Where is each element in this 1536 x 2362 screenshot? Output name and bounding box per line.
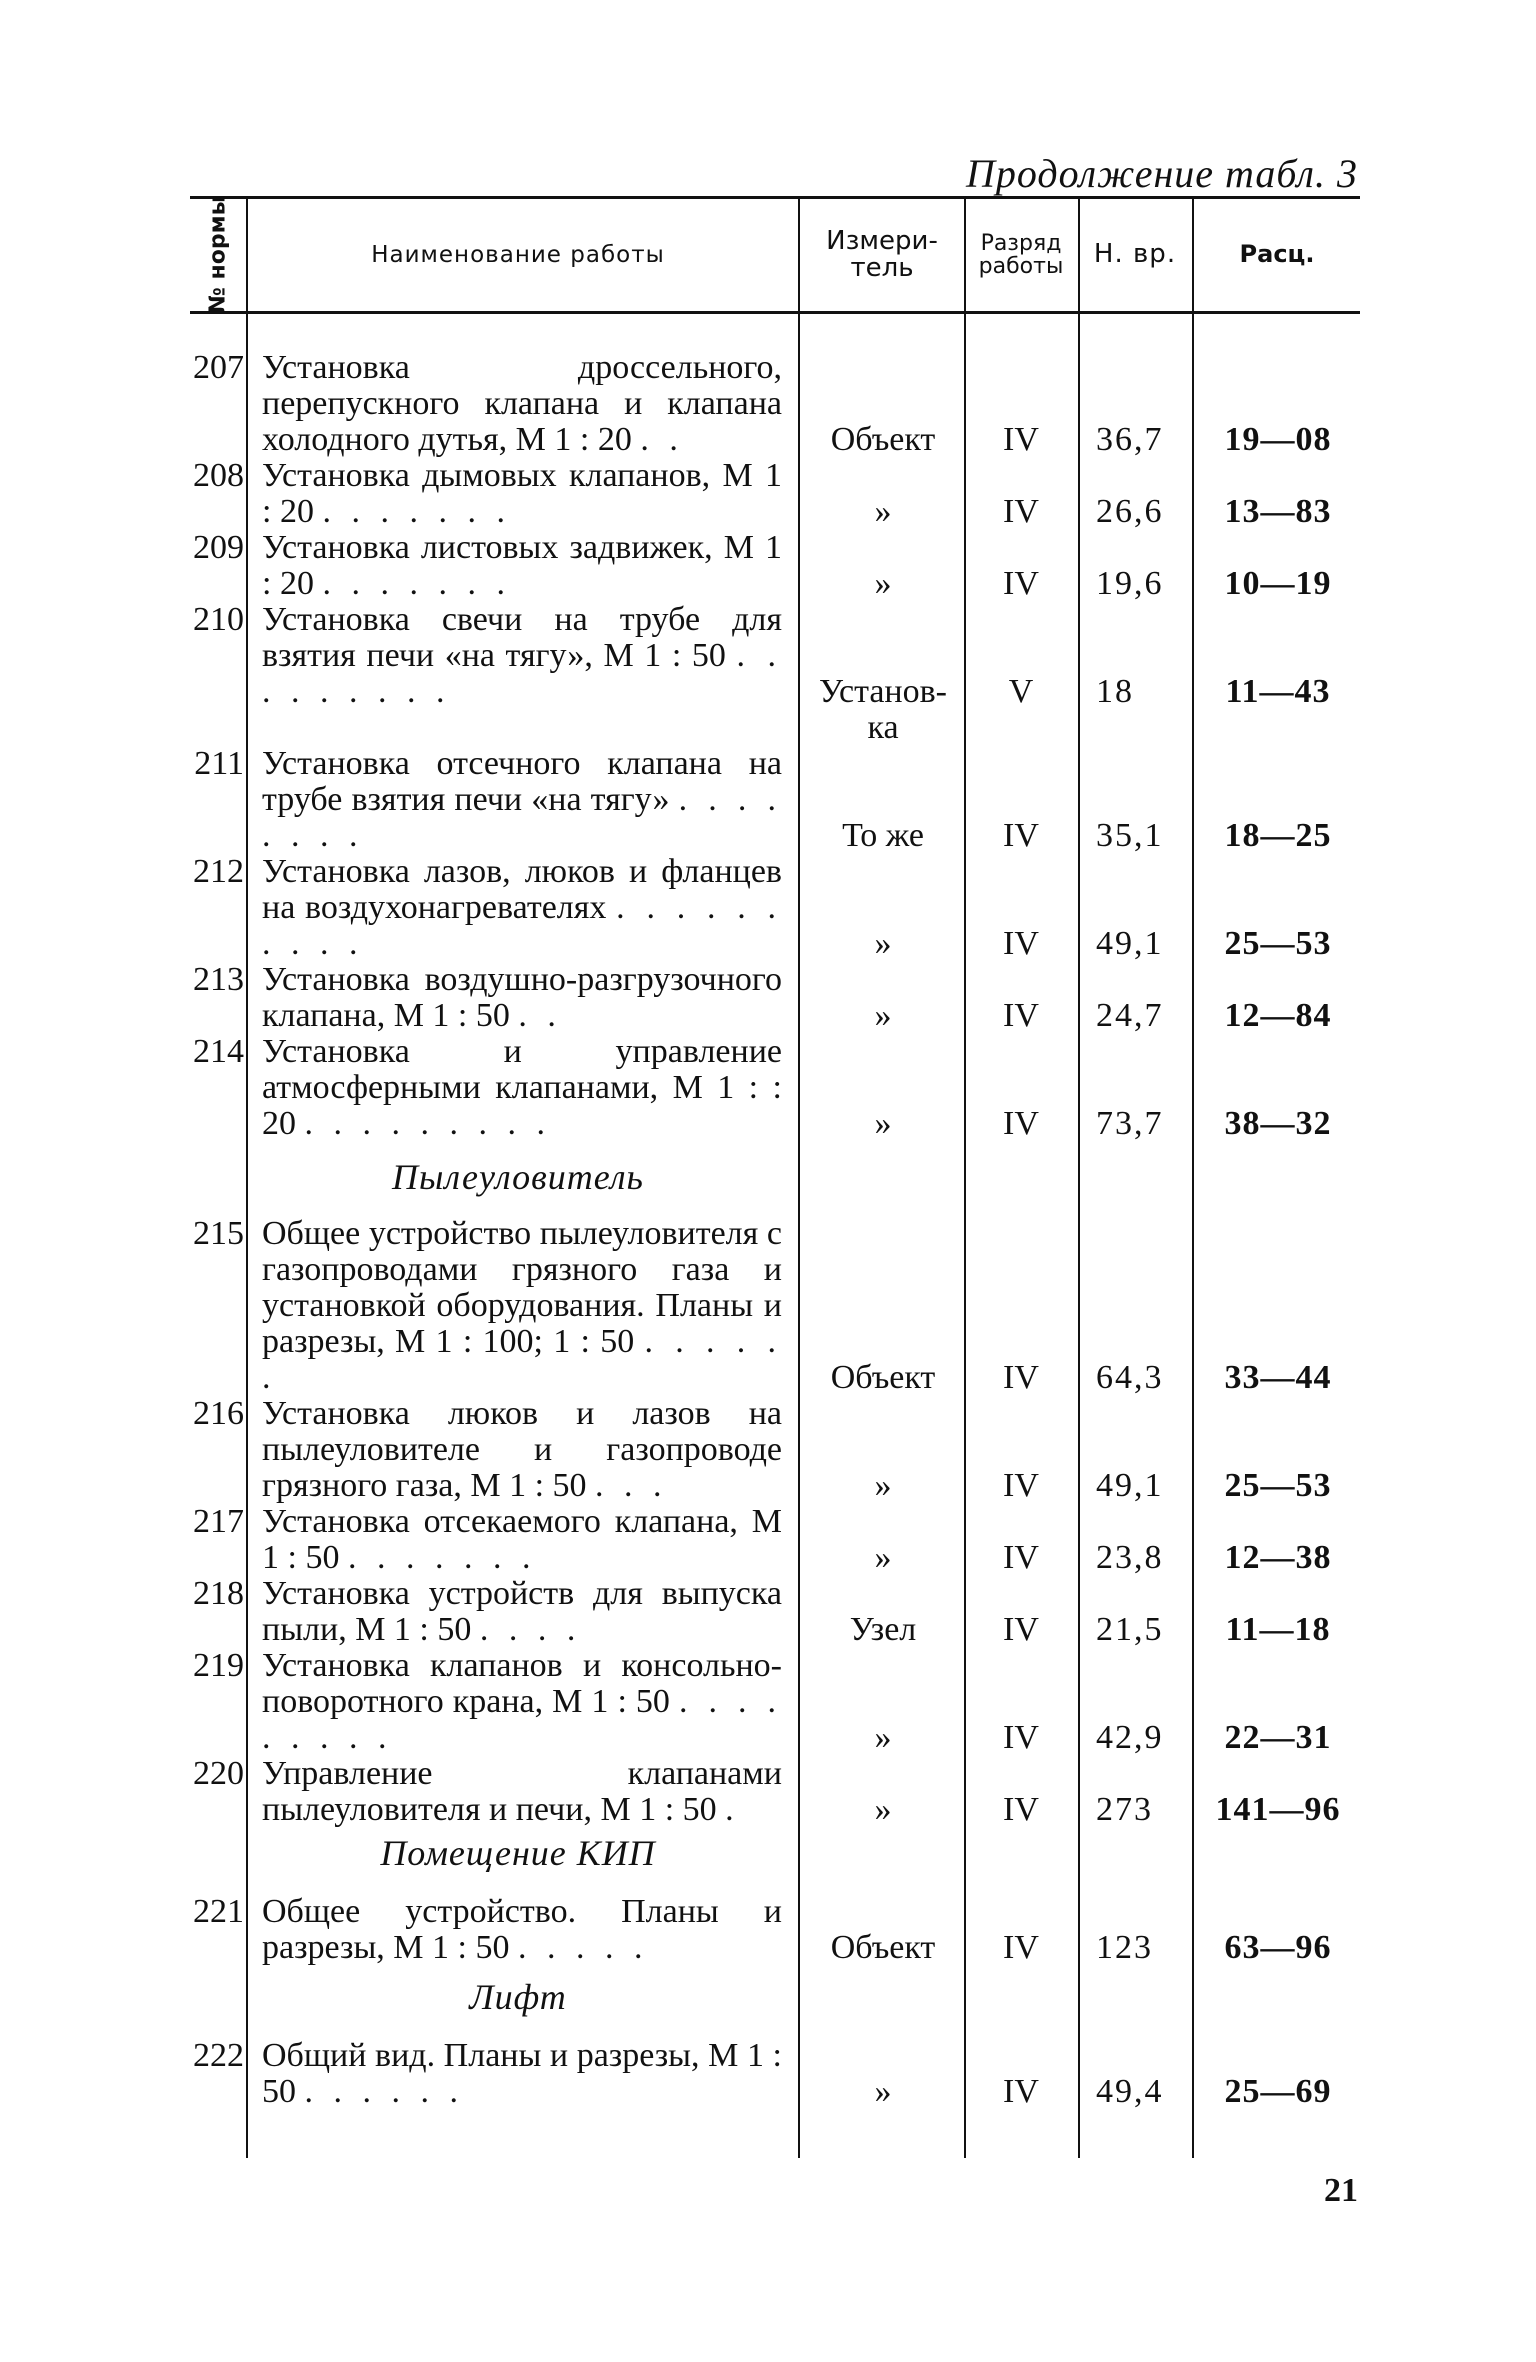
row-number: 217 <box>193 1503 244 1540</box>
row-rank: IV <box>1003 817 1039 854</box>
header-norm-number: № нормы <box>205 195 231 315</box>
row-rank: IV <box>1003 997 1039 1034</box>
row-time-norm: 26,6 <box>1096 493 1164 530</box>
row-rank: IV <box>1003 1719 1039 1756</box>
row-work-name: Общий вид. Планы и разрезы, М 1 : 50 . . . . . . <box>262 2037 782 2110</box>
row-work-name: Установка дроссельного, перепускного клапана и клапана холодного дутья, М 1 : 20 . . <box>262 349 782 458</box>
row-time-norm: 123 <box>1096 1929 1153 1966</box>
row-rate: 25—53 <box>1224 925 1332 962</box>
row-measure: » <box>874 2073 892 2110</box>
row-measure: Установ-ка <box>818 673 947 746</box>
row-number: 209 <box>193 529 244 566</box>
row-rate: 12—38 <box>1224 1539 1332 1576</box>
row-time-norm: 49,1 <box>1096 1467 1164 1504</box>
section-heading-elevator: Лифт <box>469 1977 567 2017</box>
row-time-norm: 73,7 <box>1096 1105 1164 1142</box>
row-time-norm: 273 <box>1096 1791 1153 1828</box>
row-rank: IV <box>1003 493 1039 530</box>
row-work-name: Установка отсечного клапана на трубе взятия печи «на тягу» . . . . . . . . <box>262 745 782 854</box>
row-rank: IV <box>1003 1359 1039 1396</box>
row-rank: IV <box>1003 1105 1039 1142</box>
row-time-norm: 49,4 <box>1096 2073 1164 2110</box>
row-work-name: Установка отсекаемого клапана, М 1 : 50 . . . . . . . <box>262 1503 782 1576</box>
header-bottom-rule <box>190 311 1360 314</box>
row-measure: » <box>874 997 892 1034</box>
row-time-norm: 18 <box>1096 673 1134 710</box>
row-work-name: Общее устройство пылеуловителя с газопроводами грязного газа и установкой оборудования. Планы и разрезы, М 1 : 100; 1 : 50 . . . . . . <box>262 1215 783 1396</box>
row-rate: 12—84 <box>1224 997 1332 1034</box>
row-number: 208 <box>193 457 244 494</box>
row-measure: » <box>874 565 892 602</box>
row-work-name: Установка устройств для выпуска пыли, М 1 : 50 . . . . <box>262 1575 782 1648</box>
row-measure: То же <box>842 817 924 854</box>
row-time-norm: 21,5 <box>1096 1611 1164 1648</box>
row-number: 212 <box>193 853 244 890</box>
section-heading-kip-room: Помещение КИП <box>380 1833 656 1873</box>
row-work-name: Установка клапанов и консольно-поворотного крана, М 1 : 50 . . . . . . . . . <box>262 1647 783 1756</box>
header-rank: Разряд работы <box>978 230 1064 279</box>
row-rank: V <box>1008 673 1034 710</box>
row-work-name: Установка лазов, люков и фланцев на воздухонагревателях . . . . . . . . . . <box>262 853 783 962</box>
row-rank: IV <box>1003 1539 1039 1576</box>
row-work-name: Общее устройство. Планы и разрезы, М 1 : 50 . . . . . <box>262 1893 782 1966</box>
section-heading-dust-catcher: Пылеуловитель <box>392 1157 644 1197</box>
norms-table <box>190 196 1360 2158</box>
row-number: 222 <box>193 2037 244 2074</box>
row-rate: 19—08 <box>1224 421 1332 458</box>
row-rank: IV <box>1003 1611 1039 1648</box>
row-rank: IV <box>1003 565 1039 602</box>
header-time-norm: Н. вр. <box>1093 239 1177 270</box>
row-measure: » <box>874 1467 892 1504</box>
row-rate: 11—43 <box>1225 673 1331 710</box>
column-divider <box>798 196 800 2158</box>
row-rate: 25—69 <box>1224 2073 1332 2110</box>
row-work-name: Установка люков и лазов на пылеуловителе и газопроводе грязного газа, М 1 : 50 . . . <box>262 1395 782 1504</box>
row-rate: 13—83 <box>1224 493 1332 530</box>
row-rank: IV <box>1003 1467 1039 1504</box>
row-number: 218 <box>193 1575 244 1612</box>
row-work-name: Управление клапанами пылеуловителя и печи, М 1 : 50 . <box>262 1755 782 1828</box>
row-work-name: Установка дымовых клапанов, М 1 : 20 . . . . . . . <box>262 457 782 530</box>
row-measure: » <box>874 1791 892 1828</box>
row-rate: 63—96 <box>1224 1929 1332 1966</box>
row-number: 210 <box>193 601 244 638</box>
header-rate: Расц. <box>1239 240 1315 269</box>
row-rate: 22—31 <box>1224 1719 1332 1756</box>
column-divider <box>964 196 966 2158</box>
row-number: 221 <box>193 1893 244 1930</box>
row-time-norm: 19,6 <box>1096 565 1164 602</box>
row-rate: 38—32 <box>1224 1105 1332 1142</box>
row-number: 214 <box>193 1033 244 1070</box>
row-rate: 33—44 <box>1224 1359 1332 1396</box>
row-number: 213 <box>193 961 244 998</box>
row-time-norm: 23,8 <box>1096 1539 1164 1576</box>
column-divider <box>1078 196 1080 2158</box>
row-rank: IV <box>1003 925 1039 962</box>
row-rank: IV <box>1003 1791 1039 1828</box>
row-rate: 10—19 <box>1224 565 1332 602</box>
row-measure: » <box>874 925 892 962</box>
page-number: 21 <box>1324 2172 1358 2209</box>
row-number: 220 <box>193 1755 244 1792</box>
row-rate: 25—53 <box>1224 1467 1332 1504</box>
row-time-norm: 36,7 <box>1096 421 1164 458</box>
row-work-name: Установка воздушно-разгрузочного клапана, М 1 : 50 . . <box>262 961 782 1034</box>
row-rate: 141—96 <box>1215 1791 1341 1828</box>
row-measure: » <box>874 1719 892 1756</box>
row-work-name: Установка свечи на трубе для взятия печи «на тягу», М 1 : 50 . . . . . . . . . <box>262 601 783 710</box>
row-rate: 18—25 <box>1224 817 1332 854</box>
row-time-norm: 42,9 <box>1096 1719 1164 1756</box>
row-measure: Объект <box>830 1929 936 1966</box>
row-number: 207 <box>193 349 244 386</box>
row-number: 219 <box>193 1647 244 1684</box>
row-measure: Узел <box>849 1611 917 1648</box>
row-time-norm: 49,1 <box>1096 925 1164 962</box>
row-rank: IV <box>1003 2073 1039 2110</box>
row-number: 215 <box>193 1215 244 1252</box>
row-time-norm: 35,1 <box>1096 817 1164 854</box>
row-measure: » <box>874 1105 892 1142</box>
header-measure: Измери-тель <box>826 225 938 283</box>
row-time-norm: 64,3 <box>1096 1359 1164 1396</box>
row-work-name: Установка листовых задвижек, М 1 : 20 . . . . . . . <box>262 529 782 602</box>
row-number: 211 <box>194 745 244 782</box>
row-measure: » <box>874 1539 892 1576</box>
row-measure: Объект <box>830 1359 936 1396</box>
row-rank: IV <box>1003 1929 1039 1966</box>
row-time-norm: 24,7 <box>1096 997 1164 1034</box>
row-rate: 11—18 <box>1225 1611 1331 1648</box>
row-number: 216 <box>193 1395 244 1432</box>
continuation-caption: Продолжение табл. 3 <box>965 151 1358 196</box>
row-work-name: Установка и управление атмосферными клапанами, М 1 : : 20 . . . . . . . . . <box>262 1033 782 1142</box>
row-measure: » <box>874 493 892 530</box>
row-measure: Объект <box>830 421 936 458</box>
row-rank: IV <box>1003 421 1039 458</box>
header-work-name: Наименование работы <box>371 241 665 268</box>
column-divider <box>1192 196 1194 2158</box>
